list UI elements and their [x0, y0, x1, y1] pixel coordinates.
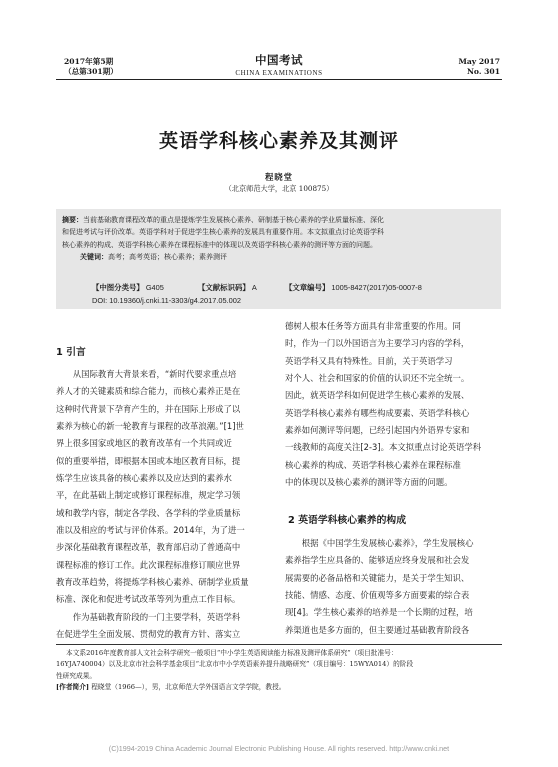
- body-line: 中的体现以及核心素养的测评等方面的问题。: [285, 477, 453, 488]
- body-line: 界上很多国家或地区的教育改革有一个共同或近: [56, 438, 232, 449]
- footnote-line: 本文系2016年度教育部人文社会科学研究一般项目“中小学生英语阅读能力标准及测评体系研究”（项目批准号：: [66, 649, 398, 657]
- body-line: 素养指学生应具备的、能够适应终身发展和社会发: [285, 555, 470, 566]
- body-line: 英语学科又具有特殊性。目前，关于英语学习: [285, 355, 453, 366]
- article-number: [285, 282, 422, 293]
- body-line: 课程标准的修订工作。此次课程标准修订顺应世界: [56, 559, 241, 570]
- abstract-label: 摘要：: [62, 215, 83, 224]
- right-column-cont: [285, 535, 507, 639]
- footnote-rule: [56, 644, 502, 645]
- body-line: 时，作为一门以外国语言为主要学习内容的学科，: [285, 338, 470, 349]
- article-number-value: 1005-8427(2017)05-0007-8: [331, 283, 422, 292]
- header-rule: [56, 79, 502, 80]
- right-column: [285, 318, 507, 491]
- journal-name-cn: 中国考试: [255, 53, 303, 67]
- body-line: 现[4]。学生核心素养的培养是一个长期的过程，培: [285, 607, 473, 618]
- body-line: 展需要的必备品格和关键能力，是关于学生知识、: [285, 572, 470, 583]
- body-line: 从国际教育大背景来看，“新时代要求重点培: [72, 369, 237, 379]
- author-affiliation: （北京师范大学，北京 100875）: [224, 184, 334, 193]
- body-line: 技能、情感、态度、价值观等多方面要素的综合表: [285, 590, 470, 601]
- body-line: 对个人、社会和国家的价值的认识还不完全统一。: [285, 373, 470, 384]
- body-line: 准以及相应的考试与评价体系。2014年，为了进一: [56, 525, 245, 536]
- body-line: 标准、深化和促进考试改革等列为重点工作目标。: [56, 594, 241, 605]
- doc-code: [198, 282, 257, 293]
- body-line: 一线教师的高度关注[2-3]。本文拟重点讨论英语学科: [285, 442, 482, 453]
- body-line: 核心素养的构成、英语学科核心素养在课程标准: [285, 459, 461, 470]
- body-line: 素养为核心的新一轮教育与课程的改革浪潮。”[1]世: [56, 421, 244, 432]
- classification-row: [92, 282, 164, 293]
- issue-number: No. 301: [466, 67, 500, 76]
- issue-date: [458, 57, 500, 77]
- clc-label: 【中图分类号】: [92, 283, 144, 292]
- issue-month: May 2017: [458, 57, 500, 66]
- body-line: 德树人根本任务等方面具有非常重要的作用。同: [285, 321, 461, 331]
- keywords: 高考；高考英语；核心素养；素养测评: [108, 253, 227, 262]
- author-bio-label: [作者简介]: [56, 683, 90, 692]
- article-author: 程晓堂: [264, 172, 294, 182]
- body-line: 养人才的关键素质和综合能力，而核心素养正是在: [56, 386, 241, 397]
- body-line: 域和教学内容，制定各学段、各学科的学业质量标: [56, 507, 241, 518]
- footnote: [56, 648, 502, 694]
- clc-value: G405: [145, 283, 164, 292]
- abstract-line: 核心素养的构成、英语学科核心素养在课程标准中的体现以及英语学科核心素养的测评等方面的问题。: [62, 240, 377, 249]
- body-line: 养渠道也是多方面的，但主要通过基础教育阶段各: [285, 624, 470, 635]
- issue-year: 2017年第5期: [64, 57, 114, 66]
- doc-value: A: [251, 283, 257, 292]
- copyright-footer: (C)1994-2019 China Academic Journal Electronic Publishing House. All rights reserved. http://www.cnki.net: [108, 744, 450, 753]
- body-line: 因此，就英语学科如何促进学生核心素养的发展、: [285, 390, 470, 401]
- body-line: 英语学科核心素养有哪些构成要素、英语学科核心: [285, 407, 470, 418]
- section-1-heading: 1 引言: [56, 347, 86, 358]
- author-bio: 程晓堂（1966—），男，北京师范大学外国语言文学学院，教授。: [91, 683, 286, 692]
- footnote-line: 16YJA740004）以及北京市社会科学基金项目“北京市中小学英语素养提升战略研究”（项目编号：15WYA014）的阶段: [56, 660, 414, 669]
- abstract-line: 和促进考试与评价改革。英语学科对于促进学生核心素养的发展具有重要作用。本文拟重点讨论英语学科: [62, 228, 384, 237]
- footnote-line: 性研究成果。: [56, 671, 97, 680]
- body-line: 似的重要举措，即根据本国或本地区教育目标，提: [56, 455, 241, 466]
- body-line: 根据《中国学生发展核心素养》，学生发展核心: [301, 538, 474, 548]
- article-number-label: 【文章编号】: [285, 283, 330, 292]
- body-line: 素养如何测评等问题，已经引起国内外语界专家和: [285, 425, 470, 436]
- body-line: 这种时代背景下孕育产生的，并在国际上形成了以: [56, 403, 241, 414]
- section-2-heading: 2 英语学科核心素养的构成: [288, 515, 406, 526]
- body-line: 教育改革趋势，将提炼学科核心素养、研制学业质量: [56, 577, 249, 588]
- doi: DOI: 10.19360/j.cnki.11-3303/g4.2017.05.002: [92, 296, 242, 305]
- abstract-line: 当前基础教育课程改革的重点是提炼学生发展核心素养、研制基于核心素养的学业质量标准、深化: [83, 216, 384, 224]
- body-line: 在促进学生全面发展、贯彻党的教育方针、落实立: [56, 629, 241, 640]
- article-title: 英语学科核心素养及其测评: [158, 130, 399, 152]
- body-line: 平，在此基础上制定或修订课程标准，规定学习领: [56, 490, 241, 501]
- body-line: 炼学生应该具备的核心素养以及应达到的素养水: [56, 473, 232, 484]
- body-line: 作为基础教育阶段的一门主要学科，英语学科: [72, 611, 241, 622]
- journal-name-en: CHINA EXAMINATIONS: [235, 69, 323, 77]
- body-line: 步深化基础教育课程改革，教育部启动了普通高中: [56, 542, 241, 553]
- issue-total: （总第301期）: [64, 67, 118, 76]
- keywords-label: 关键词：: [80, 252, 108, 262]
- left-column: [56, 366, 278, 644]
- abstract-text: [62, 214, 495, 264]
- doc-label: 【文献标识码】: [198, 283, 250, 292]
